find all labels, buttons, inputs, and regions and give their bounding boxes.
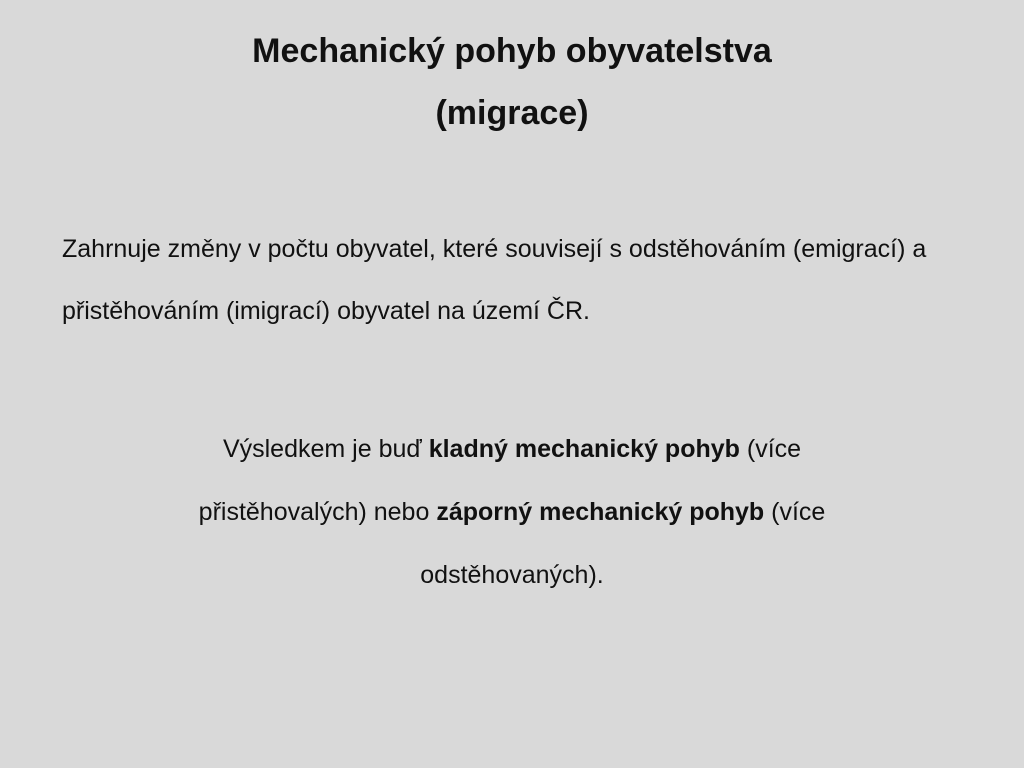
negative-migration-term: záporný mechanický pohyb (436, 498, 765, 526)
result-line-1 (112, 418, 912, 481)
title-line-1: Mechanický pohyb obyvatelstva (252, 32, 772, 70)
result-line-1-prefix: Výsledkem je buď (222, 435, 429, 463)
result-line-1-suffix: (více (739, 435, 802, 463)
result-line-2 (112, 481, 912, 544)
result-line-2-prefix: přistěhovalých) nebo (198, 498, 437, 526)
positive-migration-term: kladný mechanický pohyb (428, 435, 740, 463)
definition-paragraph: Zahrnuje změny v počtu obyvatel, které souvisejí s odstěhováním (emigrací) a přistěhováním (imigrací) obyvatel na území ČR. (62, 235, 927, 325)
result-line-3: odstěhovaných). (420, 561, 604, 589)
result-paragraph (112, 418, 912, 607)
result-line-2-suffix: (více (764, 498, 826, 526)
title-line-2: (migrace) (435, 94, 589, 132)
slide-title (0, 20, 1024, 144)
